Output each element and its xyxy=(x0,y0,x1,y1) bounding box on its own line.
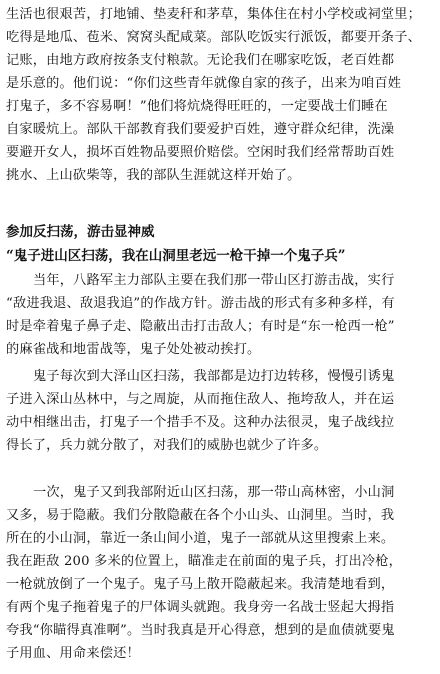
section-subheading: “鬼子进山区扫荡，我在山洞里老远一枪干掉一个鬼子兵” xyxy=(6,248,346,264)
text-line: 打鬼子，多不容易啊！”他们将炕烧得旺旺的，一定要战士们睡在 xyxy=(6,99,388,114)
text-line: 自家暖炕上。部队干部教育我们要爱护百姓，遵守群众纪律，洗澡 xyxy=(6,122,395,137)
text-line: 一枪就放倒了一个鬼子。鬼子马上散开隐蔽起来。我清楚地看到， xyxy=(6,577,395,592)
text-line: 夸我“你瞄得真准啊”。当时我真是开心得意，想到的是血债就要鬼 xyxy=(6,623,395,638)
text-line: 得长了，兵力就分散了，对我们的威胁也就少了许多。 xyxy=(6,438,328,453)
text-line: 子进入深山丛林中，与之周旋，从而拖住敌人、拖垮敌人，并在运 xyxy=(6,392,395,407)
text-line: 当年，八路军主力部队主要在我们那一带山区打游击战，实行 xyxy=(33,273,395,288)
section-heading-block xyxy=(6,221,436,243)
intro-paragraph xyxy=(6,3,436,187)
section-subheading-block xyxy=(6,244,436,268)
text-line: 鬼子每次到大泽山区扫荡，我部都是边打边转移，慢慢引诱鬼 xyxy=(33,369,395,384)
text-line: 是乐意的。他们说：“你们这些青年就像自家的孩子，出来为咱百姓 xyxy=(6,76,402,91)
section-heading: 参加反扫荡，游击显神威 xyxy=(6,224,155,240)
text-line: 吃得是地瓜、苞米、窝窝头配咸菜。部队吃饭实行派饭，都要开条子、 xyxy=(6,30,422,45)
text-line: 一次，鬼子又到我部附近山区扫荡，那一带山高林密，小山洞 xyxy=(33,485,395,500)
text-line: 我在距敌 200 多米的位置上，瞄准走在前面的鬼子兵，打出冷枪， xyxy=(6,554,403,569)
text-line: 生活也很艰苦，打地铺、垫麦秆和茅草，集体住在村小学校或祠堂里； xyxy=(6,7,422,22)
text-line: 又多，易于隐蔽。我们分散隐蔽在各个小山头、山洞里。当时，我 xyxy=(6,508,395,523)
paragraph-cave-sniping xyxy=(6,481,436,665)
text-line: 子用血、用命来偿还！ xyxy=(6,646,140,661)
text-line: 要避开女人，损坏百姓物品要照价赔偿。空闲时我们经常帮助百姓 xyxy=(6,145,395,160)
text-line: 动中相继出击，打鬼子一个措手不及。这种办法很灵，鬼子战线拉 xyxy=(6,415,395,430)
text-line: 有两个鬼子拖着鬼子的尸体调头就跑。我身旁一名战士竖起大拇指 xyxy=(6,600,395,615)
text-line: 时是牵着鬼子鼻子走、隐蔽出击打击敌人；有时是“东一枪西一枪” xyxy=(6,319,395,334)
text-line: 挑水、上山砍柴等，我的部队生涯就这样开始了。 xyxy=(6,168,301,183)
text-line: 所在的小山洞，靠近一条山间小道，鬼子一部就从这里搜索上来。 xyxy=(6,531,395,546)
paragraph-mountain-tactics xyxy=(6,365,436,457)
text-line: “敌进我退、敌退我追”的作战方针。游击战的形式有多种多样，有 xyxy=(6,296,395,311)
text-line: 的麻雀战和地雷战等，鬼子处处被动挨打。 xyxy=(6,342,261,357)
text-line: 记账，由地方政府按条支付粮款。无论我们在哪家吃饭，老百姓都 xyxy=(6,53,395,68)
paragraph-guerrilla-strategy xyxy=(6,269,436,361)
